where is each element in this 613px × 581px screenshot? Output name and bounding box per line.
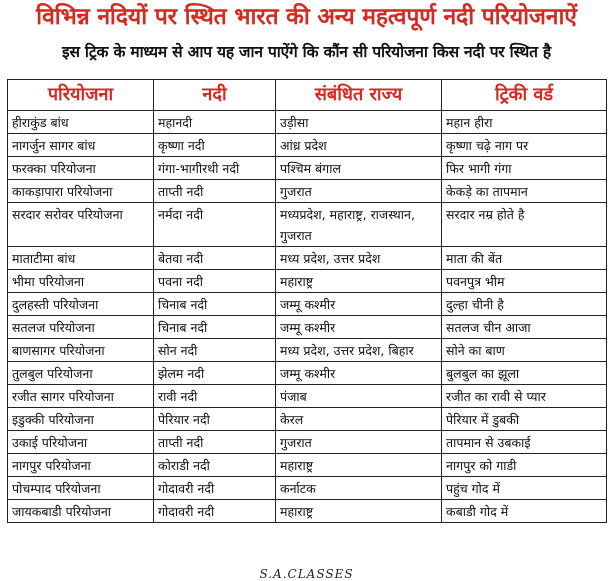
project-cell: फरक्का परियोजना (8, 157, 154, 180)
river-cell: गंगा-भागीरथी नदी (154, 157, 276, 180)
table-row (8, 180, 607, 203)
river-cell: महानदी (154, 111, 276, 134)
project-cell: बाणसागर परियोजना (8, 339, 154, 362)
state-cell: जम्मू कश्मीर (276, 316, 442, 339)
river-cell: पवना नदी (154, 270, 276, 293)
table-header-row (8, 80, 607, 111)
tricky-word-cell: पहुंच गोद में (442, 477, 607, 500)
tricky-word-cell: कबाडी गोद में (442, 500, 607, 523)
state-cell: गुजरात (276, 431, 442, 454)
table-row (8, 134, 607, 157)
column-header-state: संबंधित राज्य (276, 80, 442, 111)
watermark-text: S.A.CLASSES (259, 567, 354, 581)
table-row (8, 111, 607, 134)
table-row (8, 293, 607, 316)
river-cell: झेलम नदी (154, 362, 276, 385)
table-row (8, 500, 607, 523)
state-cell: पश्चिम बंगाल (276, 157, 442, 180)
tricky-word-cell: कृष्णा चढ़े नाग पर (442, 134, 607, 157)
page-title: विभिन्न नदियों पर स्थित भारत की अन्य महत्वपूर्ण नदी परियोजनाऐं (36, 4, 577, 30)
project-cell: तुलबुल परियोजना (8, 362, 154, 385)
table-row (8, 270, 607, 293)
tricky-word-cell: सोने का बाण (442, 339, 607, 362)
tricky-word-cell: तापमान से उबकाई (442, 431, 607, 454)
table-row (8, 477, 607, 500)
projects-table (7, 79, 607, 523)
tricky-word-cell: माता की बेंत (442, 247, 607, 270)
river-cell: कृष्णा नदी (154, 134, 276, 157)
project-cell: जायकबाडी परियोजना (8, 500, 154, 523)
tricky-word-cell: नागपुर को गाडी (442, 454, 607, 477)
column-header-project: परियोजना (8, 80, 154, 111)
state-cell: गुजरात (276, 180, 442, 203)
column-header-river: नदी (154, 80, 276, 111)
state-cell: उड़ीसा (276, 111, 442, 134)
river-cell: गोदावरी नदी (154, 500, 276, 523)
project-cell: सरदार सरोवर परियोजना (8, 203, 154, 247)
river-cell: चिनाब नदी (154, 316, 276, 339)
project-cell: काकड़ापारा परियोजना (8, 180, 154, 203)
state-cell: जम्मू कश्मीर (276, 293, 442, 316)
table-body (8, 111, 607, 523)
table-row (8, 157, 607, 180)
project-cell: नागर्जुन सागर बांध (8, 134, 154, 157)
river-cell: नर्मदा नदी (154, 203, 276, 247)
state-cell: महाराष्ट्र (276, 500, 442, 523)
state-cell: जम्मू कश्मीर (276, 362, 442, 385)
river-cell: बेतवा नदी (154, 247, 276, 270)
tricky-word-cell: महान हीरा (442, 111, 607, 134)
tricky-word-cell: फिर भागी गंगा (442, 157, 607, 180)
river-cell: रावी नदी (154, 385, 276, 408)
table-row (8, 339, 607, 362)
project-cell: उकाई परियोजना (8, 431, 154, 454)
river-cell: सोन नदी (154, 339, 276, 362)
state-cell: कर्नाटक (276, 477, 442, 500)
river-cell: ताप्ती नदी (154, 180, 276, 203)
table-row (8, 408, 607, 431)
table-row (8, 431, 607, 454)
table-row (8, 203, 607, 247)
project-cell: भीमा परियोजना (8, 270, 154, 293)
state-cell: महाराष्ट्र (276, 454, 442, 477)
tricky-word-cell: बुलबुल का झूला (442, 362, 607, 385)
project-cell: रजीत सागर परियोजना (8, 385, 154, 408)
table-row (8, 316, 607, 339)
river-cell: गोदावरी नदी (154, 477, 276, 500)
table-row (8, 454, 607, 477)
tricky-word-cell: पेरियार में डुबकी (442, 408, 607, 431)
project-cell: हीराकुंड बांध (8, 111, 154, 134)
river-cell: पेरियार नदी (154, 408, 276, 431)
project-cell: पोचम्पाद परियोजना (8, 477, 154, 500)
tricky-word-cell: केकड़े का तापमान (442, 180, 607, 203)
state-cell: मध्य प्रदेश, उत्तर प्रदेश, बिहार (276, 339, 442, 362)
tricky-word-cell: पवनपुत्र भीम (442, 270, 607, 293)
projects-table-container (7, 79, 606, 569)
column-header-tricky-word: ट्रिकी वर्ड (442, 80, 607, 111)
river-cell: ताप्ती नदी (154, 431, 276, 454)
table-row (8, 385, 607, 408)
state-cell: केरल (276, 408, 442, 431)
tricky-word-cell: सतलज चीन आजा (442, 316, 607, 339)
project-cell: इडुक्की परियोजना (8, 408, 154, 431)
state-cell: मध्यप्रदेश, महाराष्ट्र, राजस्थान, गुजरात (276, 203, 442, 247)
page-subtitle: इस ट्रिक के माध्यम से आप यह जान पाऐंगे कि कौंन सी परियोजना किस नदी पर स्थित है (62, 43, 551, 61)
state-cell: आंध्र प्रदेश (276, 134, 442, 157)
river-cell: कोराडी नदी (154, 454, 276, 477)
project-cell: दुलहस्ती परियोजना (8, 293, 154, 316)
state-cell: मध्य प्रदेश, उत्तर प्रदेश (276, 247, 442, 270)
project-cell: नागपुर परियोजना (8, 454, 154, 477)
state-cell: पंजाब (276, 385, 442, 408)
project-cell: माताटीमा बांध (8, 247, 154, 270)
tricky-word-cell: रजीत का रावी से प्यार (442, 385, 607, 408)
tricky-word-cell: सरदार नम्र होते है (442, 203, 607, 247)
table-row (8, 362, 607, 385)
project-cell: सतलज परियोजना (8, 316, 154, 339)
state-cell: महाराष्ट्र (276, 270, 442, 293)
tricky-word-cell: दुल्हा चीनी है (442, 293, 607, 316)
river-cell: चिनाब नदी (154, 293, 276, 316)
table-row (8, 247, 607, 270)
